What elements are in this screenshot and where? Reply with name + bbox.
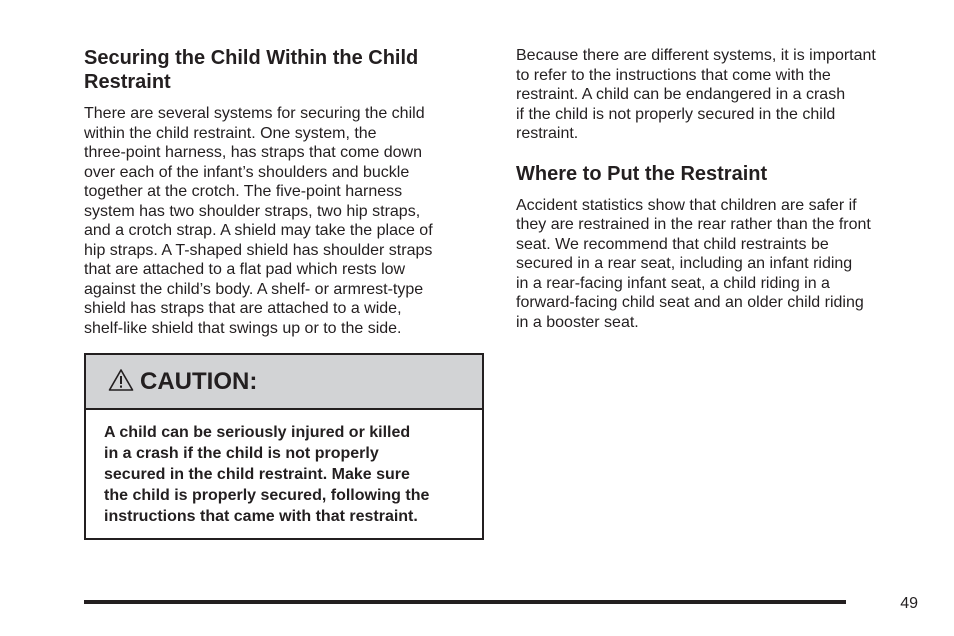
- text-line: restraint. A child can be endangered in a crash: [516, 86, 846, 103]
- text-line: and a crotch strap. A shield may take the place of: [84, 222, 433, 239]
- systems-paragraph: [516, 46, 926, 144]
- text-line: they are restrained in the rear rather than the front: [516, 216, 871, 233]
- securing-paragraph: [84, 104, 484, 338]
- left-column: [84, 46, 484, 338]
- caution-line: in a crash if the child is not properly: [104, 445, 379, 462]
- text-line: three-point harness, has straps that come down: [84, 144, 422, 161]
- warning-triangle-icon: [108, 368, 134, 392]
- text-line: hip straps. A T-shaped shield has shoulder straps: [84, 241, 433, 259]
- caution-body: [86, 410, 482, 527]
- text-line: shelf-like shield that swings up or to the side.: [84, 319, 402, 337]
- text-line: Accident statistics show that children are safer if: [516, 196, 857, 214]
- text-line: Because there are different systems, it is important: [516, 47, 876, 64]
- page-number: 49: [900, 595, 918, 612]
- footer-rule: [84, 600, 846, 604]
- section-heading-securing: [84, 46, 484, 94]
- text-line: in a booster seat.: [516, 313, 639, 331]
- text-line: restraint.: [516, 125, 579, 142]
- caution-line: instructions that came with that restraint.: [104, 508, 418, 525]
- text-line: together at the crotch. The five-point harness: [84, 183, 403, 200]
- text-line: that are attached to a flat pad which rests low: [84, 261, 406, 278]
- text-line: in a rear-facing infant seat, a child riding in a: [516, 274, 830, 292]
- section-heading-where: Where to Put the Restraint: [516, 162, 768, 185]
- text-line: within the child restraint. One system, the: [84, 124, 377, 142]
- text-line: secured in a rear seat, including an infant riding: [516, 255, 853, 272]
- text-line: seat. We recommend that child restraints be: [516, 235, 829, 253]
- caution-line: A child can be seriously injured or killed: [104, 424, 411, 441]
- right-column: [516, 46, 926, 332]
- caution-title: CAUTION:: [140, 367, 258, 395]
- heading-line: Securing the Child Within the Child: [84, 47, 419, 69]
- caution-line: secured in the child restraint. Make sure: [104, 466, 410, 483]
- text-line: shield has straps that are attached to a wide,: [84, 300, 402, 317]
- heading-line: Restraint: [84, 71, 171, 93]
- text-line: There are several systems for securing the child: [84, 105, 425, 122]
- caution-line: the child is properly secured, following the: [104, 487, 430, 504]
- caution-box: [84, 353, 484, 540]
- text-line: over each of the infant’s shoulders and buckle: [84, 163, 410, 181]
- text-line: to refer to the instructions that come with the: [516, 66, 831, 84]
- text-line: system has two shoulder straps, two hip straps,: [84, 202, 421, 220]
- where-paragraph: [516, 196, 926, 333]
- text-line: if the child is not properly secured in the child: [516, 105, 836, 123]
- caution-header: [86, 355, 482, 410]
- text-line: forward-facing child seat and an older child riding: [516, 294, 864, 311]
- text-line: against the child’s body. A shelf- or armrest-type: [84, 280, 424, 298]
